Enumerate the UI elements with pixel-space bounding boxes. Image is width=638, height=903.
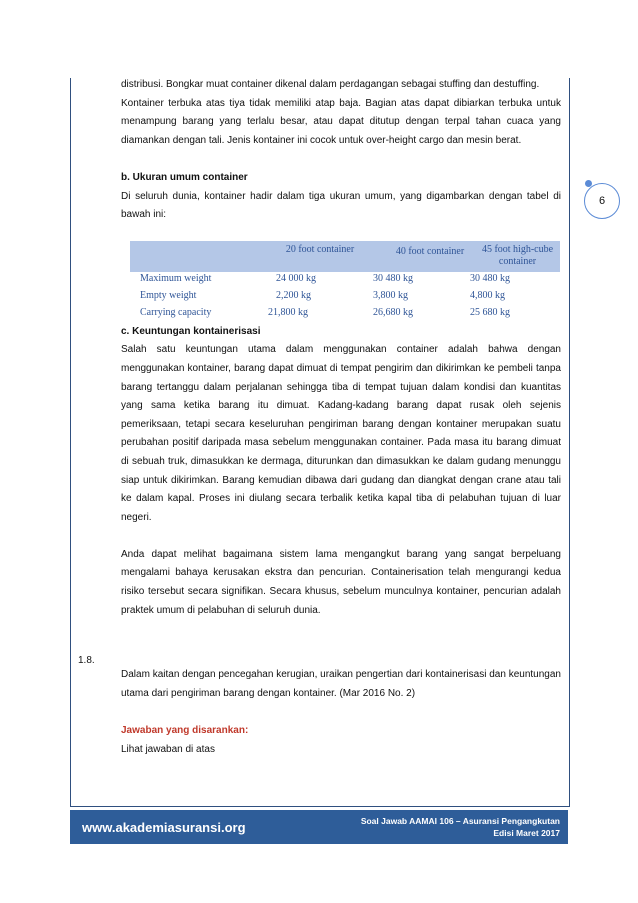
- cell: 21,800 kg: [268, 307, 308, 318]
- footer-edition: Edisi Maret 2017: [493, 828, 560, 838]
- question-text: Dalam kaitan dengan pencegahan kerugian, uraikan pengertian dari kontainerisasi dan keuntungan utama dari pengiriman barang dengan kontainer. (Mar 2016 No. 2): [121, 669, 561, 699]
- cell: 4,800 kg: [470, 290, 505, 301]
- question-number: 1.8.: [78, 655, 95, 666]
- footer-website[interactable]: [70, 810, 312, 844]
- cell: 2,200 kg: [276, 290, 311, 301]
- section-c-paragraph-1: Salah satu keuntungan utama dalam menggunakan container adalah bahwa dengan menggunakan kontainer, barang dapat dimuat di tempat pengirim dan dikirimkan ke pembeli tanpa barang tertanggu dalam perjalanan sehingga tiba di tempat tujuan dalam kondisi dan kuantitas yang sama ketika barang itu dimuat. Kadang-kadang barang dapat rusak oleh sejenis pemeriksaan, tetapi secara keseluruhan pengiriman barang dengan kontainer merupakan suatu perubahan positif daripada masa sebelum menggunakan container. Pada masa itu barang dimuat di sebuah truk, dimasukkan ke dermaga, diturunkan dan dimasukkan ke dalam gudang menunggu siap untuk dikirimkan. Barang kemudian dibawa dari gudang dan diangkat dengan crane atau tali ke dalam kapal. Proses ini diulang secara terbalik ketika kapal tiba di pelabuhan tujuan di luar negeri.: [121, 344, 561, 523]
- section-c-heading: c. Keuntungan kontainerisasi: [121, 325, 261, 337]
- table-header-40ft: 40 foot container: [395, 246, 465, 257]
- cell: 26,680 kg: [373, 307, 413, 318]
- intro-paragraph-1: distribusi. Bongkar muat container dikenal dalam perdagangan sebagai stuffing dan destuffing.: [121, 79, 540, 90]
- intro-paragraph-2: Kontainer terbuka atas tiya tidak memiliki atap baja. Bagian atas dapat dibiarkan terbuka untuk menampung barang yang terlalu besar, atau dapat ditutup dengan terpal tahan cuaca yang diamankan dengan tali. Jenis kontainer ini cocok untuk over-height cargo dan mesin berat.: [121, 97, 561, 146]
- content-body: [121, 76, 561, 759]
- footer-title: Soal Jawab AAMAI 106 – Asuransi Pengangkutan: [360, 816, 560, 826]
- section-b-text: Di seluruh dunia, kontainer hadir dalam tiga ukuran umum, yang digambarkan dengan tabel di bawah ini:: [121, 190, 561, 221]
- row-label: Empty weight: [140, 290, 197, 301]
- row-label: Carrying capacity: [140, 307, 212, 318]
- table-header-row: [130, 241, 560, 272]
- section-b-heading: b. Ukuran umum container: [121, 171, 248, 183]
- page-number-badge: [584, 183, 620, 219]
- cell: 30 480 kg: [373, 273, 413, 284]
- table-header-45ft: 45 foot high-cube container: [481, 244, 554, 267]
- answer-text: Lihat jawaban di atas: [121, 743, 215, 755]
- table-header-20ft: 20 foot container: [285, 244, 355, 255]
- row-label: Maximum weight: [140, 273, 212, 284]
- answer-label: Jawaban yang disarankan:: [121, 725, 249, 737]
- section-c-paragraph-2: Anda dapat melihat bagaimana sistem lama mengangkut barang yang sangat berpeluang mengalami bahaya kerusakan ekstra dan pencurian. Containerisation telah mengurangi kedua risiko tersebut secara signifikan. Secara khusus, sebelum munculnya kontainer, pencurian adalah praktek umum di pelabuhan di seluruh dunia.: [121, 548, 561, 616]
- table-row: [130, 289, 560, 306]
- cell: 25 680 kg: [470, 307, 510, 318]
- table-row: [130, 306, 560, 323]
- container-size-table: [130, 241, 560, 323]
- table-row: [130, 272, 560, 289]
- footer-title-block: [312, 810, 568, 844]
- page-number: 6: [598, 195, 606, 207]
- cell: 30 480 kg: [470, 273, 510, 284]
- website-link[interactable]: www.akademiasuransi.org: [82, 819, 246, 835]
- cell: 3,800 kg: [373, 290, 408, 301]
- cell: 24 000 kg: [276, 273, 316, 284]
